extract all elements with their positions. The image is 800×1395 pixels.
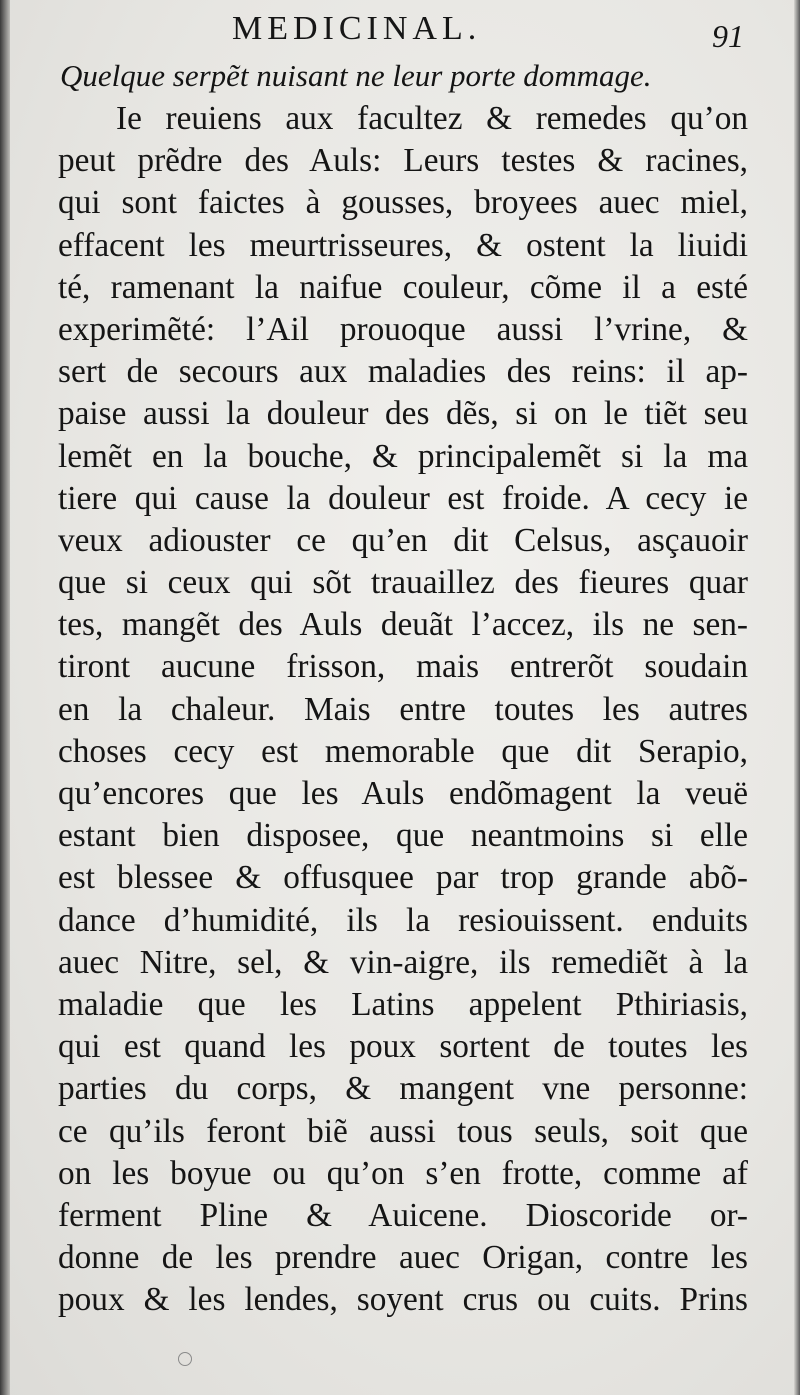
verse-line: Quelque serpẽt nuisant ne leur porte dommage.	[60, 58, 652, 93]
body-line: est blessee & offusquee par trop grande abõ-	[58, 859, 748, 897]
body-text	[58, 98, 748, 1321]
body-line: ce qu’ils feront biẽ aussi tous seuls, soit que	[58, 1112, 748, 1150]
body-line: poux & les lendes, soyent crus ou cuits. Prins	[58, 1281, 748, 1319]
body-line: tiere qui cause la douleur est froide. A cecy ie	[58, 479, 748, 517]
body-line: peut prẽdre des Auls: Leurs testes & racines,	[58, 142, 748, 180]
page-edge-shadow	[794, 0, 800, 1395]
body-line: qu’encores que les Auls endõmagent la veuë	[58, 775, 748, 812]
page-number: 91	[712, 18, 744, 54]
body-line: dance d’humidité, ils la resiouissent. enduits	[58, 901, 748, 939]
body-line: maladie que les Latins appelent Pthiriasis,	[58, 985, 748, 1023]
body-line: en la chaleur. Mais entre toutes les autres	[58, 690, 748, 728]
body-line: ferment Pline & Auicene. Dioscoride or-	[58, 1196, 748, 1234]
body-line: donne de les prendre auec Origan, contre les	[58, 1239, 748, 1277]
body-line: lemẽt en la bouche, & principalemẽt si la ma	[58, 437, 748, 475]
body-line: paise aussi la douleur des dẽs, si on le tiẽt seu	[58, 395, 748, 433]
body-line: tes, mangẽt des Auls deuãt l’accez, ils ne sen-	[58, 606, 748, 644]
page-gutter-shadow	[0, 0, 10, 1395]
body-line: Ie reuiens aux facultez & remedes qu’on	[116, 100, 748, 137]
body-line: té, ramenant la naifue couleur, cõme il a esté	[58, 268, 748, 306]
body-line: estant bien disposee, que neantmoins si elle	[58, 817, 748, 855]
body-line: que si ceux qui sõt trauaillez des fieures quar	[58, 564, 748, 602]
body-line: parties du corps, & mangent vne personne:	[58, 1070, 748, 1108]
body-line: on les boyue ou qu’on s’en frotte, comme af	[58, 1154, 748, 1192]
running-head	[0, 4, 800, 56]
body-line: qui est quand les poux sortent de toutes les	[58, 1028, 748, 1066]
body-line: experimẽté: l’Ail prouoque aussi l’vrine, &	[58, 310, 748, 348]
running-title: MEDICINAL.	[232, 10, 482, 47]
body-line: choses cecy est memorable que dit Serapio,	[58, 732, 748, 770]
body-line: veux adiouster ce qu’en dit Celsus, asçauoir	[58, 521, 748, 559]
body-line: tiront aucune frisson, mais entrerõt soudain	[58, 648, 748, 686]
page-blemish	[178, 1352, 192, 1366]
body-line: effacent les meurtrisseures, & ostent la liuidi	[58, 226, 748, 264]
body-line: qui sont faictes à gousses, broyees auec miel,	[58, 184, 748, 222]
body-line: sert de secours aux maladies des reins: il ap-	[58, 353, 748, 391]
body-line: auec Nitre, sel, & vin-aigre, ils remediẽt à la	[58, 943, 748, 981]
